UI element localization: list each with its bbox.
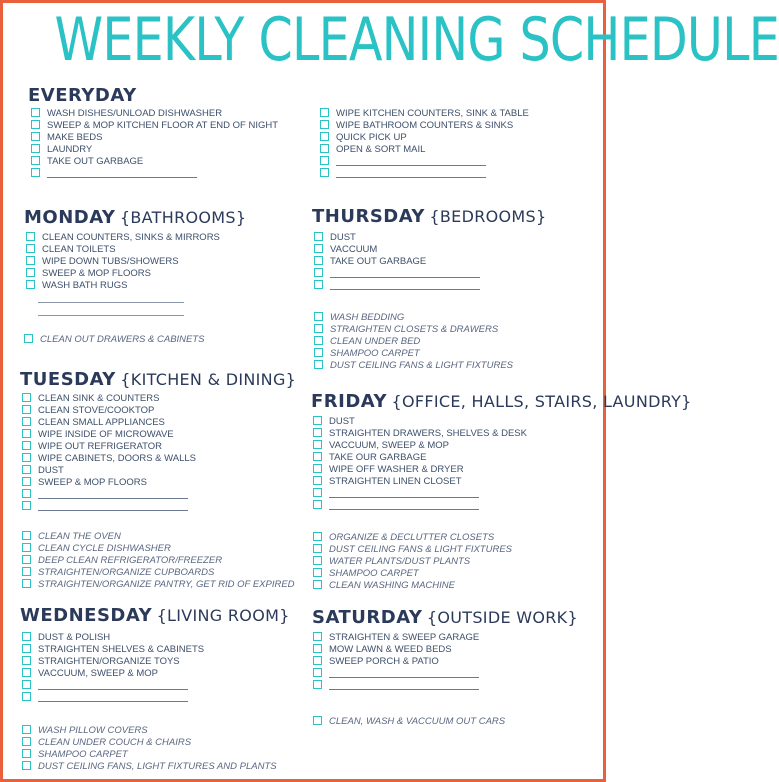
everyday-heading — [28, 85, 137, 108]
checkbox[interactable] — [320, 132, 329, 141]
blank-line[interactable] — [38, 290, 184, 303]
thursday-heading — [312, 206, 546, 229]
task-item — [31, 168, 278, 180]
task-label: WASH BEDDING — [330, 312, 405, 323]
monday-sub: {BATHROOMS} — [119, 208, 247, 227]
task-label: WIPE OFF WASHER & DRYER — [329, 464, 464, 475]
task-item — [22, 579, 295, 591]
checkbox[interactable] — [313, 500, 322, 509]
checkbox[interactable] — [313, 568, 322, 577]
checkbox[interactable] — [314, 336, 323, 345]
blank-task-line[interactable] — [38, 501, 188, 511]
task-item — [314, 268, 480, 280]
tuesday-day: TUESDAY — [20, 369, 116, 390]
task-label: DEEP CLEAN REFRIGERATOR/FREEZER — [38, 555, 223, 566]
saturday-heading — [312, 607, 578, 630]
checkbox[interactable] — [22, 761, 31, 770]
task-item — [313, 488, 527, 500]
task-item — [314, 256, 480, 268]
task-label: WIPE OUT REFRIGERATOR — [38, 441, 163, 452]
task-label: TAKE OUT GARBAGE — [47, 156, 144, 167]
checkbox[interactable] — [313, 680, 322, 689]
task-label: WATER PLANTS/DUST PLANTS — [329, 556, 471, 567]
task-item — [320, 144, 529, 156]
checkbox[interactable] — [313, 556, 322, 565]
task-item — [26, 256, 220, 268]
task-label: OPEN & SORT MAIL — [336, 144, 426, 155]
task-label: STRAIGHTEN LINEN CLOSET — [329, 476, 462, 487]
checkbox[interactable] — [320, 120, 329, 129]
checkbox[interactable] — [314, 232, 323, 241]
checkbox[interactable] — [22, 725, 31, 734]
task-item — [22, 543, 295, 555]
task-label: WASH BATH RUGS — [42, 280, 128, 291]
checkbox[interactable] — [31, 108, 40, 117]
monday-extra-list — [24, 334, 205, 346]
task-item — [320, 132, 529, 144]
everyday-right-list — [320, 108, 529, 180]
task-item — [314, 360, 513, 372]
task-label: DUST CEILING FANS & LIGHT FIXTURES — [330, 360, 513, 371]
task-label: DUST CEILING FANS, LIGHT FIXTURES AND PLANTS — [38, 761, 277, 772]
task-label: SWEEP & MOP FLOORS — [42, 268, 151, 279]
task-label: CLEAN SINK & COUNTERS — [38, 393, 160, 404]
checkbox[interactable] — [320, 108, 329, 117]
task-item — [22, 405, 196, 417]
task-item — [22, 725, 277, 737]
checkbox[interactable] — [22, 632, 31, 641]
checkbox[interactable] — [22, 555, 31, 564]
wednesday-sub: {LIVING ROOM} — [156, 606, 290, 625]
task-item — [22, 680, 204, 692]
task-label: SHAMPOO CARPET — [38, 749, 128, 760]
task-item — [314, 348, 513, 360]
thursday-extra-list — [314, 312, 513, 372]
checkbox[interactable] — [314, 256, 323, 265]
task-item — [313, 644, 479, 656]
checkbox[interactable] — [26, 280, 35, 289]
tuesday-sub: {KITCHEN & DINING} — [120, 370, 297, 389]
blank-task-line[interactable] — [47, 168, 197, 178]
task-label: TAKE OUR GARBAGE — [329, 452, 427, 463]
task-item — [22, 737, 277, 749]
checkbox[interactable] — [26, 232, 35, 241]
task-item — [31, 132, 278, 144]
checkbox[interactable] — [313, 544, 322, 553]
checkbox[interactable] — [314, 312, 323, 321]
checkbox[interactable] — [313, 416, 322, 425]
checkbox[interactable] — [26, 256, 35, 265]
checkbox[interactable] — [320, 168, 329, 177]
task-item — [22, 453, 196, 465]
blank-task-line[interactable] — [38, 692, 188, 702]
task-item — [313, 556, 512, 568]
monday-task-list — [26, 232, 220, 292]
checkbox[interactable] — [313, 476, 322, 485]
checkbox[interactable] — [314, 360, 323, 369]
checkbox[interactable] — [22, 489, 31, 498]
task-item — [320, 120, 529, 132]
checkbox[interactable] — [22, 429, 31, 438]
task-label: WIPE CABINETS, DOORS & WALLS — [38, 453, 197, 464]
checkbox[interactable] — [22, 692, 31, 701]
task-item — [313, 416, 527, 428]
task-item — [313, 716, 505, 728]
blank-task-line[interactable] — [329, 680, 479, 690]
checkbox[interactable] — [314, 268, 323, 277]
task-item — [313, 532, 512, 544]
checkbox[interactable] — [320, 144, 329, 153]
task-item — [313, 440, 527, 452]
task-label: SHAMPOO CARPET — [330, 348, 420, 359]
task-item — [313, 568, 512, 580]
task-label: WASH DISHES/UNLOAD DISHWASHER — [47, 108, 223, 119]
checkbox[interactable] — [31, 120, 40, 129]
task-item — [22, 668, 204, 680]
blank-task-line[interactable] — [38, 489, 188, 499]
task-label: DUST CEILING FANS & LIGHT FIXTURES — [329, 544, 512, 555]
task-item — [22, 555, 295, 567]
task-label: LAUNDRY — [47, 144, 93, 155]
wednesday-heading — [20, 605, 290, 628]
task-item — [26, 244, 220, 256]
task-item — [320, 168, 529, 180]
page-title: WEEKLY CLEANING SCHEDULE — [54, 5, 779, 75]
blank-task-line[interactable] — [336, 168, 486, 178]
task-label: CLEAN THE OVEN — [38, 531, 121, 542]
tuesday-task-list — [22, 393, 196, 513]
blank-task-line[interactable] — [38, 680, 188, 690]
task-item — [313, 476, 527, 488]
friday-task-list — [313, 416, 527, 512]
checkbox[interactable] — [22, 749, 31, 758]
checkbox[interactable] — [313, 488, 322, 497]
saturday-sub: {OUTSIDE WORK} — [426, 608, 578, 627]
friday-heading — [311, 391, 692, 414]
task-item — [24, 334, 205, 346]
task-label: SWEEP PORCH & PATIO — [329, 656, 439, 667]
task-label: VACCUUM — [330, 244, 378, 255]
task-item — [22, 441, 196, 453]
task-item — [22, 429, 196, 441]
checkbox[interactable] — [22, 579, 31, 588]
task-label: VACCUUM, SWEEP & MOP — [329, 440, 449, 451]
task-item — [313, 500, 527, 512]
task-item — [313, 580, 512, 592]
monday-day: MONDAY — [24, 207, 116, 228]
checkbox[interactable] — [313, 532, 322, 541]
checkbox[interactable] — [313, 668, 322, 677]
task-item — [314, 232, 480, 244]
task-label: STRAIGHTEN/ORGANIZE TOYS — [38, 656, 180, 667]
everyday-left-list — [31, 108, 278, 180]
tuesday-extra-list — [22, 531, 295, 591]
thursday-sub: {BEDROOMS} — [429, 207, 547, 226]
wednesday-day: WEDNESDAY — [20, 605, 153, 626]
task-label: WASH PILLOW COVERS — [38, 725, 148, 736]
task-item — [31, 108, 278, 120]
saturday-task-list — [313, 632, 479, 692]
friday-day: FRIDAY — [311, 391, 388, 412]
checkbox[interactable] — [314, 348, 323, 357]
checkbox[interactable] — [313, 644, 322, 653]
tuesday-heading — [20, 369, 296, 392]
task-label: CLEAN UNDER COUCH & CHAIRS — [38, 737, 192, 748]
task-item — [320, 108, 529, 120]
checkbox[interactable] — [22, 567, 31, 576]
task-item — [314, 312, 513, 324]
thursday-task-list — [314, 232, 480, 292]
checkbox[interactable] — [22, 417, 31, 426]
checkbox[interactable] — [313, 428, 322, 437]
task-item — [31, 120, 278, 132]
checkbox[interactable] — [22, 465, 31, 474]
task-item — [26, 268, 220, 280]
task-label: TAKE OUT GARBAGE — [330, 256, 427, 267]
checkbox[interactable] — [26, 268, 35, 277]
task-item — [22, 489, 196, 501]
task-item — [22, 761, 277, 773]
task-item — [313, 544, 512, 556]
monday-blank-lines — [38, 290, 184, 316]
task-item — [31, 144, 278, 156]
task-item — [313, 464, 527, 476]
blank-task-line[interactable] — [329, 668, 479, 678]
task-label: CLEAN OUT DRAWERS & CABINETS — [40, 334, 205, 345]
task-label: MAKE BEDS — [47, 132, 103, 143]
task-item — [313, 668, 479, 680]
friday-sub: {OFFICE, HALLS, STAIRS, LAUNDRY} — [391, 392, 692, 411]
task-item — [320, 156, 529, 168]
task-item — [314, 324, 513, 336]
task-label: SHAMPOO CARPET — [329, 568, 419, 579]
checkbox[interactable] — [313, 632, 322, 641]
task-item — [313, 680, 479, 692]
blank-task-line[interactable] — [330, 280, 480, 290]
task-item — [31, 156, 278, 168]
task-label: CLEAN CYCLE DISHWASHER — [38, 543, 171, 554]
checkbox[interactable] — [313, 464, 322, 473]
task-item — [22, 749, 277, 761]
task-label: WIPE INSIDE OF MICROWAVE — [38, 429, 174, 440]
blank-task-line[interactable] — [330, 268, 480, 278]
task-item — [22, 531, 295, 543]
task-label: DUST — [38, 465, 64, 476]
blank-task-line[interactable] — [329, 500, 479, 510]
task-label: QUICK PICK UP — [336, 132, 407, 143]
checkbox[interactable] — [22, 543, 31, 552]
friday-extra-list — [313, 532, 512, 592]
task-label: WIPE BATHROOM COUNTERS & SINKS — [336, 120, 514, 131]
checkbox[interactable] — [313, 656, 322, 665]
task-label: DUST & POLISH — [38, 632, 111, 643]
task-label: STRAIGHTEN & SWEEP GARAGE — [329, 632, 480, 643]
checkbox[interactable] — [314, 324, 323, 333]
blank-line[interactable] — [38, 303, 184, 316]
everyday-title: EVERYDAY — [28, 85, 137, 106]
checkbox[interactable] — [314, 280, 323, 289]
task-item — [22, 465, 196, 477]
checkbox[interactable] — [22, 405, 31, 414]
task-item — [22, 477, 196, 489]
task-item — [314, 280, 480, 292]
checkbox[interactable] — [31, 156, 40, 165]
task-item — [22, 393, 196, 405]
thursday-day: THURSDAY — [312, 206, 425, 227]
checkbox[interactable] — [31, 168, 40, 177]
task-label: DUST — [329, 416, 355, 427]
task-label: WIPE KITCHEN COUNTERS, SINK & TABLE — [336, 108, 529, 119]
task-label: CLEAN WASHING MACHINE — [329, 580, 455, 591]
checkbox[interactable] — [22, 393, 31, 402]
task-label: STRAIGHTEN SHELVES & CABINETS — [38, 644, 205, 655]
checkbox[interactable] — [24, 334, 33, 343]
task-label: CLEAN STOVE/COOKTOP — [38, 405, 155, 416]
checkbox[interactable] — [22, 501, 31, 510]
wednesday-extra-list — [22, 725, 277, 773]
checkbox[interactable] — [26, 244, 35, 253]
task-label: STRAIGHTEN/ORGANIZE PANTRY, GET RID OF EXPIRED — [38, 579, 295, 590]
task-item — [22, 692, 204, 704]
checkbox[interactable] — [313, 716, 322, 725]
checkbox[interactable] — [22, 668, 31, 677]
task-item — [22, 644, 204, 656]
task-label: CLEAN, WASH & VACCUUM OUT CARS — [329, 716, 506, 727]
checkbox[interactable] — [313, 440, 322, 449]
checkbox[interactable] — [22, 656, 31, 665]
task-item — [22, 567, 295, 579]
blank-task-line[interactable] — [336, 156, 486, 166]
task-item — [22, 632, 204, 644]
task-item — [313, 656, 479, 668]
task-item — [313, 632, 479, 644]
task-label: MOW LAWN & WEED BEDS — [329, 644, 452, 655]
task-label: DUST — [330, 232, 356, 243]
task-item — [313, 428, 527, 440]
checkbox[interactable] — [22, 441, 31, 450]
task-item — [314, 336, 513, 348]
task-label: SWEEP & MOP FLOORS — [38, 477, 147, 488]
task-label: SWEEP & MOP KITCHEN FLOOR AT END OF NIGHT — [47, 120, 279, 131]
task-label: STRAIGHTEN DRAWERS, SHELVES & DESK — [329, 428, 527, 439]
checkbox[interactable] — [313, 580, 322, 589]
checkbox[interactable] — [320, 156, 329, 165]
checkbox[interactable] — [22, 453, 31, 462]
task-item — [22, 656, 204, 668]
task-item — [26, 232, 220, 244]
monday-heading — [24, 207, 246, 230]
task-item — [314, 244, 480, 256]
task-label: VACCUUM, SWEEP & MOP — [38, 668, 158, 679]
task-label: CLEAN UNDER BED — [330, 336, 421, 347]
task-label: WIPE DOWN TUBS/SHOWERS — [42, 256, 179, 267]
checkbox[interactable] — [22, 531, 31, 540]
task-item — [313, 452, 527, 464]
task-label: ORGANIZE & DECLUTTER CLOSETS — [329, 532, 495, 543]
checkbox[interactable] — [313, 452, 322, 461]
wednesday-task-list — [22, 632, 204, 704]
checkbox[interactable] — [22, 680, 31, 689]
task-item — [22, 501, 196, 513]
saturday-day: SATURDAY — [312, 607, 423, 628]
task-label: CLEAN SMALL APPLIANCES — [38, 417, 165, 428]
checkbox[interactable] — [31, 132, 40, 141]
task-label: STRAIGHTEN CLOSETS & DRAWERS — [330, 324, 499, 335]
task-label: CLEAN TOILETS — [42, 244, 116, 255]
saturday-extra-list — [313, 716, 505, 728]
task-item — [22, 417, 196, 429]
checkbox[interactable] — [31, 144, 40, 153]
blank-task-line[interactable] — [329, 488, 479, 498]
task-label: STRAIGHTEN/ORGANIZE CUPBOARDS — [38, 567, 215, 578]
checkbox[interactable] — [22, 477, 31, 486]
checkbox[interactable] — [22, 644, 31, 653]
checkbox[interactable] — [22, 737, 31, 746]
task-label: CLEAN COUNTERS, SINKS & MIRRORS — [42, 232, 220, 243]
checkbox[interactable] — [314, 244, 323, 253]
